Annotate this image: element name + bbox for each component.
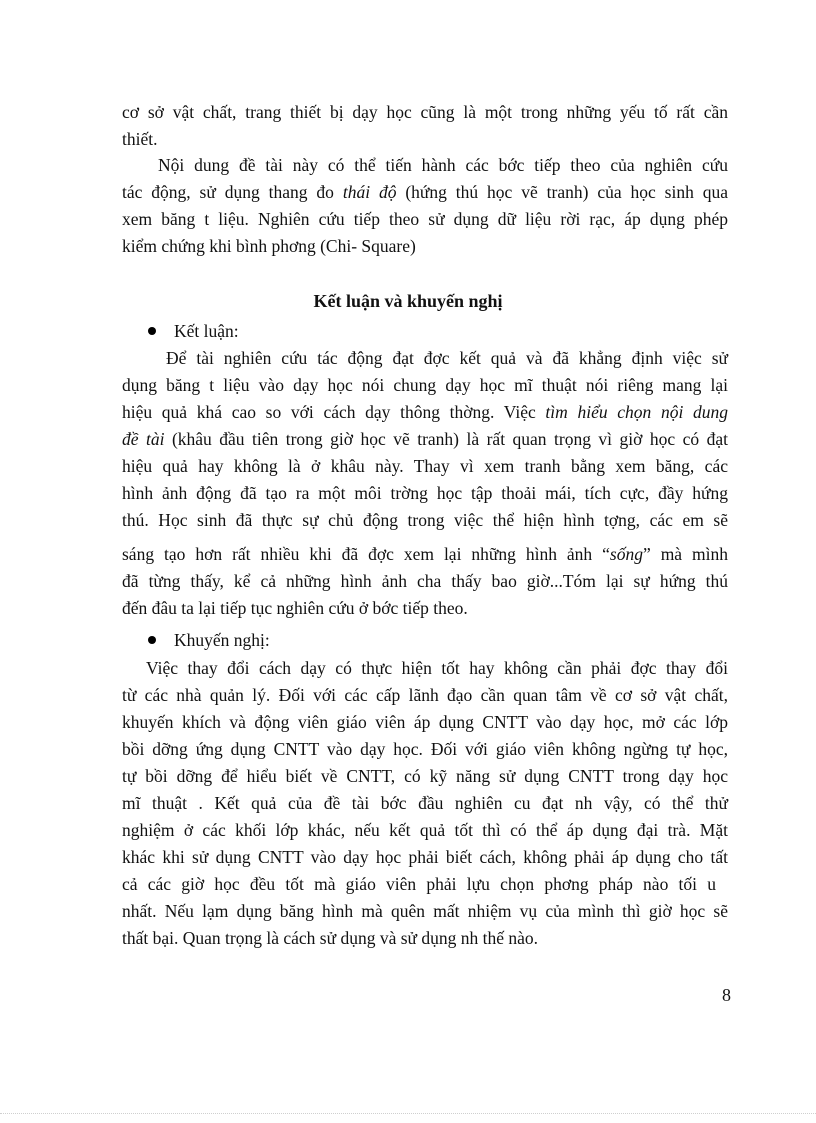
body-text-line: mĩ thuật . Kết quả của đề tài bớc đầu nghiên cu đạt nh vậy, có thể thử [122, 793, 728, 813]
body-text-line: cả các giờ học đều tốt mà giáo viên phải lựu chọn phơng pháp nào tối u [122, 874, 716, 894]
italic-term: đề tài [122, 429, 165, 449]
body-text-line: tác động, sử dụng thang đo thái độ (hứng thú học vẽ tranh) của học sinh qua [122, 182, 728, 202]
body-text-line: xem băng t liệu. Nghiên cứu tiếp theo sử dụng dữ liệu rời rạc, áp dụng phép [122, 209, 728, 229]
body-text-line: từ các nhà quản lý. Đối với các cấp lãnh đạo cần quan tâm về cơ sở vật chất, [122, 685, 728, 705]
italic-term: tìm hiểu chọn nội dung [545, 402, 729, 422]
body-text-line: thú. Học sinh đã thực sự chủ động trong việc thể hiện hình tợng, các em sẽ [122, 510, 728, 530]
page-number: 8 [722, 985, 731, 1005]
body-text-line: sáng tạo hơn rất nhiều khi đã đợc xem lại những hình ảnh “sống” mà mình [122, 544, 729, 564]
body-text-line: khuyến khích và động viên giáo viên áp dụng CNTT vào dạy học, mở các lớp [122, 712, 728, 732]
bullet-label: Khuyến nghị: [174, 630, 270, 650]
body-text-line: hình ảnh động đã tạo ra một môi trờng học tập thoải mái, tích cực, đầy hứng [122, 483, 728, 503]
body-text-line: thất bại. Quan trọng là cách sử dụng và sử dụng nh thế nào. [122, 928, 539, 948]
body-text-line: hiệu quả hay không là ở khâu này. Thay vì xem tranh bằng xem băng, các [122, 456, 728, 476]
body-text-line: dụng băng t liệu vào dạy học nói chung dạy học mĩ thuật nói riêng mang lại [122, 375, 728, 395]
section-heading: Kết luận và khuyến nghị [313, 291, 503, 311]
page-bottom-divider [0, 1113, 816, 1114]
body-text-line: kiểm chứng khi bình phơng (Chi- Square) [122, 236, 416, 256]
body-text-line: Nội dung đề tài này có thể tiến hành các bớc tiếp theo của nghiên cứu [158, 155, 728, 175]
body-text-line: đề tài (khâu đầu tiên trong giờ học vẽ tranh) là rất quan trọng vì giờ học có đạt [122, 429, 728, 449]
italic-term: sống [609, 544, 643, 564]
bullet-icon [148, 636, 156, 644]
body-text-line: đã từng thấy, kể cả những hình ảnh cha thấy bao giờ...Tóm lại sự hứng thú [122, 571, 728, 591]
body-text-line: nghiệm ở các khối lớp khác, nếu kết quả tốt thì có thể áp dụng đại trà. Mặt [122, 820, 728, 840]
body-text-line: tự bồi dỡng để hiểu biết về CNTT, có kỹ năng sử dụng CNTT trong dạy học [122, 766, 728, 786]
body-text-line: khác khi sử dụng CNTT vào dạy học phải biết cách, không phải áp dụng cho tất [122, 847, 728, 867]
body-text-line: bồi dỡng ứng dụng CNTT vào dạy học. Đối với giáo viên không ngừng tự học, [122, 739, 728, 759]
bullet-label: Kết luận: [174, 321, 239, 341]
body-text-line: thiết. [122, 129, 158, 149]
bullet-icon [148, 327, 156, 335]
body-text-line: đến đâu ta lại tiếp tục nghiên cứu ở bớc tiếp theo. [122, 598, 468, 618]
body-text-line: Để tài nghiên cứu tác động đạt đợc kết quả và đã khẳng định việc sử [166, 348, 728, 368]
body-text-line: cơ sở vật chất, trang thiết bị dạy học cũng là một trong những yếu tố rất cần [122, 102, 728, 122]
body-text-line: hiệu quả khá cao so với cách dạy thông thờng. Việc tìm hiểu chọn nội dung [122, 402, 729, 422]
body-text-line: Việc thay đổi cách dạy có thực hiện tốt hay không cần phải đợc thay đổi [146, 658, 728, 678]
body-text-line: nhất. Nếu lạm dụng băng hình mà quên mất nhiệm vụ của mình thì giờ học sẽ [122, 901, 728, 921]
italic-term: thái độ [342, 182, 397, 202]
